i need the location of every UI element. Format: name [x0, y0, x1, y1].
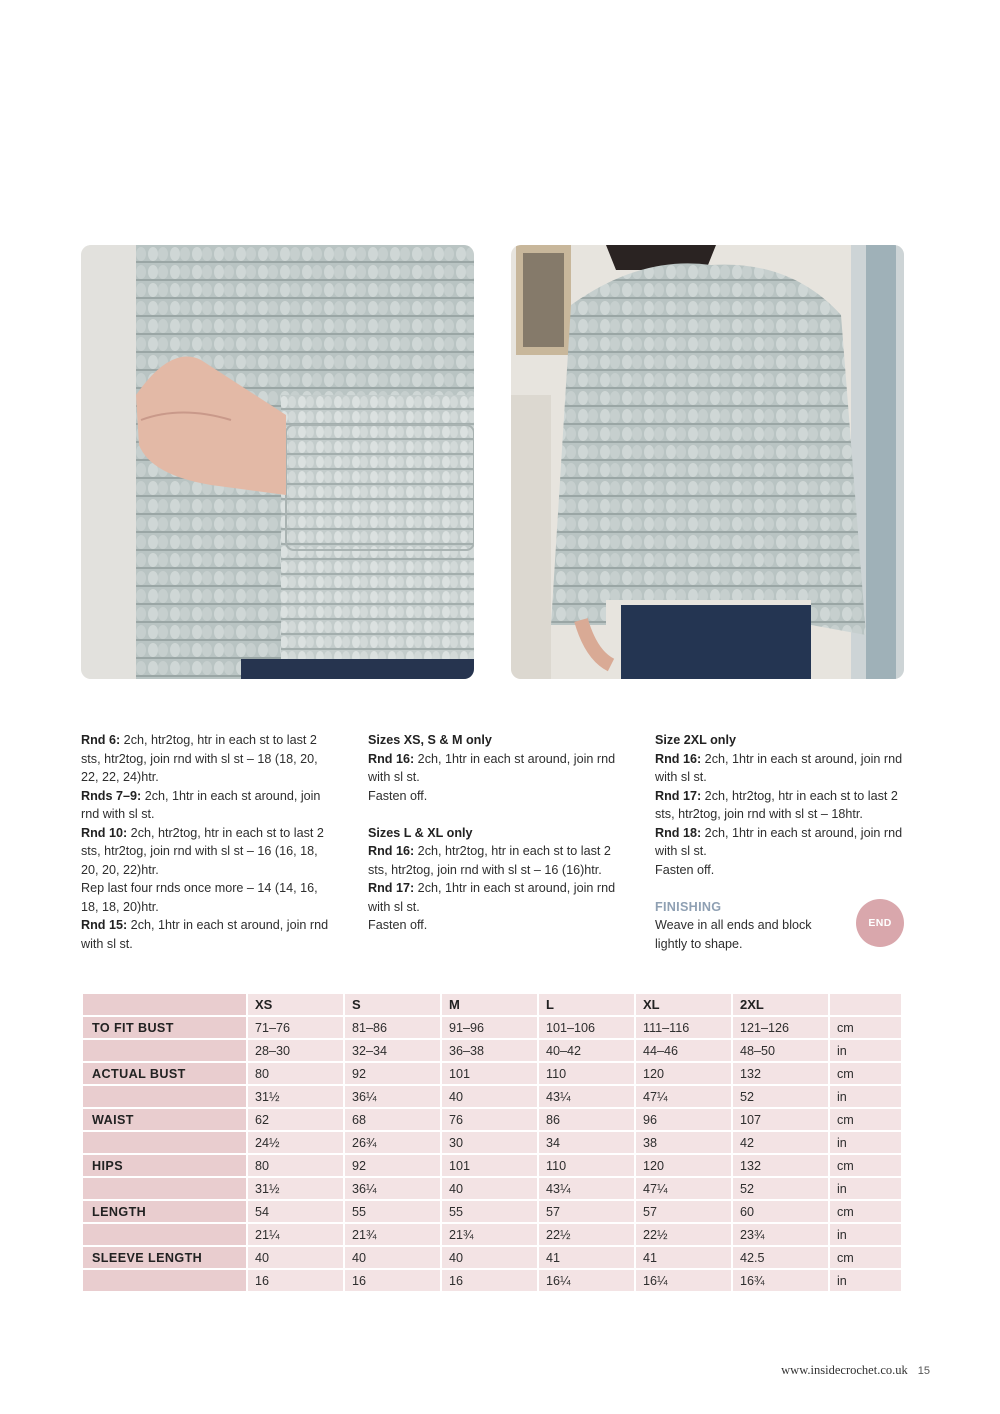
table-cell: 76: [442, 1109, 537, 1130]
section-heading: Size 2XL only: [655, 733, 736, 747]
unit-cell: cm: [830, 1247, 901, 1268]
website-url: www.insidecrochet.co.uk: [781, 1363, 908, 1377]
unit-cell: in: [830, 1132, 901, 1153]
table-cell: 80: [248, 1063, 343, 1084]
table-cell: 101–106: [539, 1017, 634, 1038]
pattern-step: Rnd 6: 2ch, htr2tog, htr in each st to last 2 sts, htr2tog, join rnd with sl st – 18 (18, 20, 22, 22, 24)htr.: [81, 733, 318, 784]
table-cell: 16: [442, 1270, 537, 1291]
table-header-cell: XS: [248, 994, 343, 1015]
table-cell: 52: [733, 1178, 828, 1199]
table-cell: 42: [733, 1132, 828, 1153]
table-cell: 38: [636, 1132, 731, 1153]
pattern-step: Fasten off.: [368, 788, 428, 803]
pattern-column-1: [81, 731, 331, 953]
table-cell: 16¼: [539, 1270, 634, 1291]
table-cell: 101: [442, 1155, 537, 1176]
table-cell: 28–30: [248, 1040, 343, 1061]
pattern-step: Rnd 16: 2ch, 1htr in each st around, join rnd with sl st.: [655, 751, 903, 784]
table-row: [83, 1132, 901, 1153]
unit-cell: cm: [830, 1201, 901, 1222]
table-cell: 16: [248, 1270, 343, 1291]
table-row: [83, 1270, 901, 1291]
page-number: 15: [917, 1365, 930, 1377]
table-row: [83, 1224, 901, 1245]
table-cell: 60: [733, 1201, 828, 1222]
table-cell: 96: [636, 1109, 731, 1130]
table-cell: 32–34: [345, 1040, 440, 1061]
table-cell: 40–42: [539, 1040, 634, 1061]
table-cell: 120: [636, 1063, 731, 1084]
table-row: [83, 1178, 901, 1199]
table-row: [83, 1063, 901, 1084]
page-footer: [700, 1363, 930, 1378]
table-cell: 110: [539, 1155, 634, 1176]
table-cell: 36–38: [442, 1040, 537, 1061]
table-header-cell: XL: [636, 994, 731, 1015]
table-cell: 21¾: [442, 1224, 537, 1245]
table-cell: 111–116: [636, 1017, 731, 1038]
table-cell: 132: [733, 1063, 828, 1084]
pattern-step: Rep last four rnds once more – 14 (14, 16, 18, 18, 20)htr.: [81, 881, 318, 914]
sleeve-closeup-photo: [81, 245, 474, 679]
measurement-label: SLEEVE LENGTH: [83, 1247, 246, 1268]
table-cell: 40: [442, 1178, 537, 1199]
table-cell: 55: [442, 1201, 537, 1222]
table-header-cell: 2XL: [733, 994, 828, 1015]
measurement-label: WAIST: [83, 1109, 246, 1130]
table-row: [83, 1040, 901, 1061]
measurement-label: ACTUAL BUST: [83, 1063, 246, 1084]
measurement-label: [83, 1224, 246, 1245]
table-cell: 48–50: [733, 1040, 828, 1061]
table-header-row: [83, 994, 901, 1015]
pattern-step: Rnd 10: 2ch, htr2tog, htr in each st to last 2 sts, htr2tog, join rnd with sl st – 16 (16, 18, 20, 20, 22)htr.: [81, 825, 324, 877]
section-heading: Sizes XS, S & M only: [368, 733, 492, 747]
pattern-step: Rnd 18: 2ch, 1htr in each st around, join rnd with sl st.: [655, 825, 903, 858]
table-header-cell: S: [345, 994, 440, 1015]
section-heading: Sizes L & XL only: [368, 825, 473, 840]
pattern-step: Rnd 16: 2ch, 1htr in each st around, join rnd with sl st.: [368, 751, 616, 784]
table-cell: 86: [539, 1109, 634, 1130]
table-cell: 57: [539, 1201, 634, 1222]
table-row: [83, 1086, 901, 1107]
table-cell: 22½: [539, 1224, 634, 1245]
pattern-step: Rnd 17: 2ch, 1htr in each st around, join rnd with sl st.: [368, 881, 616, 914]
table-cell: 23¾: [733, 1224, 828, 1245]
unit-cell: in: [830, 1040, 901, 1061]
table-cell: 41: [539, 1247, 634, 1268]
table-cell: 30: [442, 1132, 537, 1153]
table-header-cell: M: [442, 994, 537, 1015]
table-cell: 110: [539, 1063, 634, 1084]
table-cell: 43¼: [539, 1086, 634, 1107]
measurement-label: [83, 1270, 246, 1291]
table-cell: 43¼: [539, 1178, 634, 1199]
table-cell: 91–96: [442, 1017, 537, 1038]
unit-cell: in: [830, 1178, 901, 1199]
table-cell: 47¼: [636, 1178, 731, 1199]
measurement-label: LENGTH: [83, 1201, 246, 1222]
pattern-column-2: [368, 731, 618, 935]
table-cell: 40: [442, 1086, 537, 1107]
table-cell: 55: [345, 1201, 440, 1222]
pattern-step: Fasten off.: [655, 862, 715, 877]
size-table: [81, 992, 903, 1293]
finishing-text: Weave in all ends and block lightly to shape.: [655, 918, 812, 951]
unit-cell: cm: [830, 1155, 901, 1176]
measurement-label: [83, 1178, 246, 1199]
table-row: [83, 1201, 901, 1222]
table-cell: 31½: [248, 1178, 343, 1199]
end-badge: END: [856, 899, 904, 947]
table-cell: 40: [345, 1247, 440, 1268]
pattern-step: Rnds 7–9: 2ch, 1htr in each st around, join rnd with sl st.: [81, 788, 321, 821]
table-cell: 52: [733, 1086, 828, 1107]
table-row: [83, 1155, 901, 1176]
table-header-cell: [830, 994, 901, 1015]
table-cell: 71–76: [248, 1017, 343, 1038]
table-row: [83, 1109, 901, 1130]
table-cell: 101: [442, 1063, 537, 1084]
table-cell: 107: [733, 1109, 828, 1130]
table-cell: 16¾: [733, 1270, 828, 1291]
pattern-step: Fasten off.: [368, 918, 428, 932]
pattern-step: Rnd 16: 2ch, htr2tog, htr in each st to last 2 sts, htr2tog, join rnd with sl st – 16 (16)htr.: [368, 844, 611, 877]
table-cell: 80: [248, 1155, 343, 1176]
pattern-step: Rnd 15: 2ch, 1htr in each st around, join rnd with sl st.: [81, 918, 329, 951]
table-cell: 36¼: [345, 1178, 440, 1199]
measurement-label: TO FIT BUST: [83, 1017, 246, 1038]
table-cell: 41: [636, 1247, 731, 1268]
unit-cell: in: [830, 1086, 901, 1107]
table-cell: 47¼: [636, 1086, 731, 1107]
table-row: [83, 1247, 901, 1268]
unit-cell: cm: [830, 1063, 901, 1084]
table-cell: 31½: [248, 1086, 343, 1107]
table-cell: 92: [345, 1063, 440, 1084]
unit-cell: cm: [830, 1017, 901, 1038]
unit-cell: cm: [830, 1109, 901, 1130]
measurement-label: [83, 1040, 246, 1061]
table-cell: 121–126: [733, 1017, 828, 1038]
measurement-label: [83, 1086, 246, 1107]
table-cell: 57: [636, 1201, 731, 1222]
table-cell: 42.5: [733, 1247, 828, 1268]
table-cell: 24½: [248, 1132, 343, 1153]
unit-cell: in: [830, 1224, 901, 1245]
table-cell: 40: [248, 1247, 343, 1268]
table-cell: 132: [733, 1155, 828, 1176]
table-cell: 34: [539, 1132, 634, 1153]
table-header-cell: L: [539, 994, 634, 1015]
table-cell: 54: [248, 1201, 343, 1222]
table-cell: 21¼: [248, 1224, 343, 1245]
table-row: [83, 1017, 901, 1038]
table-cell: 16: [345, 1270, 440, 1291]
table-cell: 26¾: [345, 1132, 440, 1153]
table-cell: 44–46: [636, 1040, 731, 1061]
unit-cell: in: [830, 1270, 901, 1291]
table-cell: 92: [345, 1155, 440, 1176]
table-cell: 120: [636, 1155, 731, 1176]
pattern-step: Rnd 17: 2ch, htr2tog, htr in each st to last 2 sts, htr2tog, join rnd with sl st – 18htr.: [655, 788, 898, 821]
table-header-cell: [83, 994, 246, 1015]
sweater-back-photo: [511, 245, 904, 679]
measurement-label: [83, 1132, 246, 1153]
finishing-heading: FINISHING: [655, 899, 722, 914]
table-cell: 68: [345, 1109, 440, 1130]
measurement-label: HIPS: [83, 1155, 246, 1176]
table-cell: 16¼: [636, 1270, 731, 1291]
table-cell: 81–86: [345, 1017, 440, 1038]
table-cell: 40: [442, 1247, 537, 1268]
table-cell: 22½: [636, 1224, 731, 1245]
table-cell: 36¼: [345, 1086, 440, 1107]
table-cell: 62: [248, 1109, 343, 1130]
table-cell: 21¾: [345, 1224, 440, 1245]
